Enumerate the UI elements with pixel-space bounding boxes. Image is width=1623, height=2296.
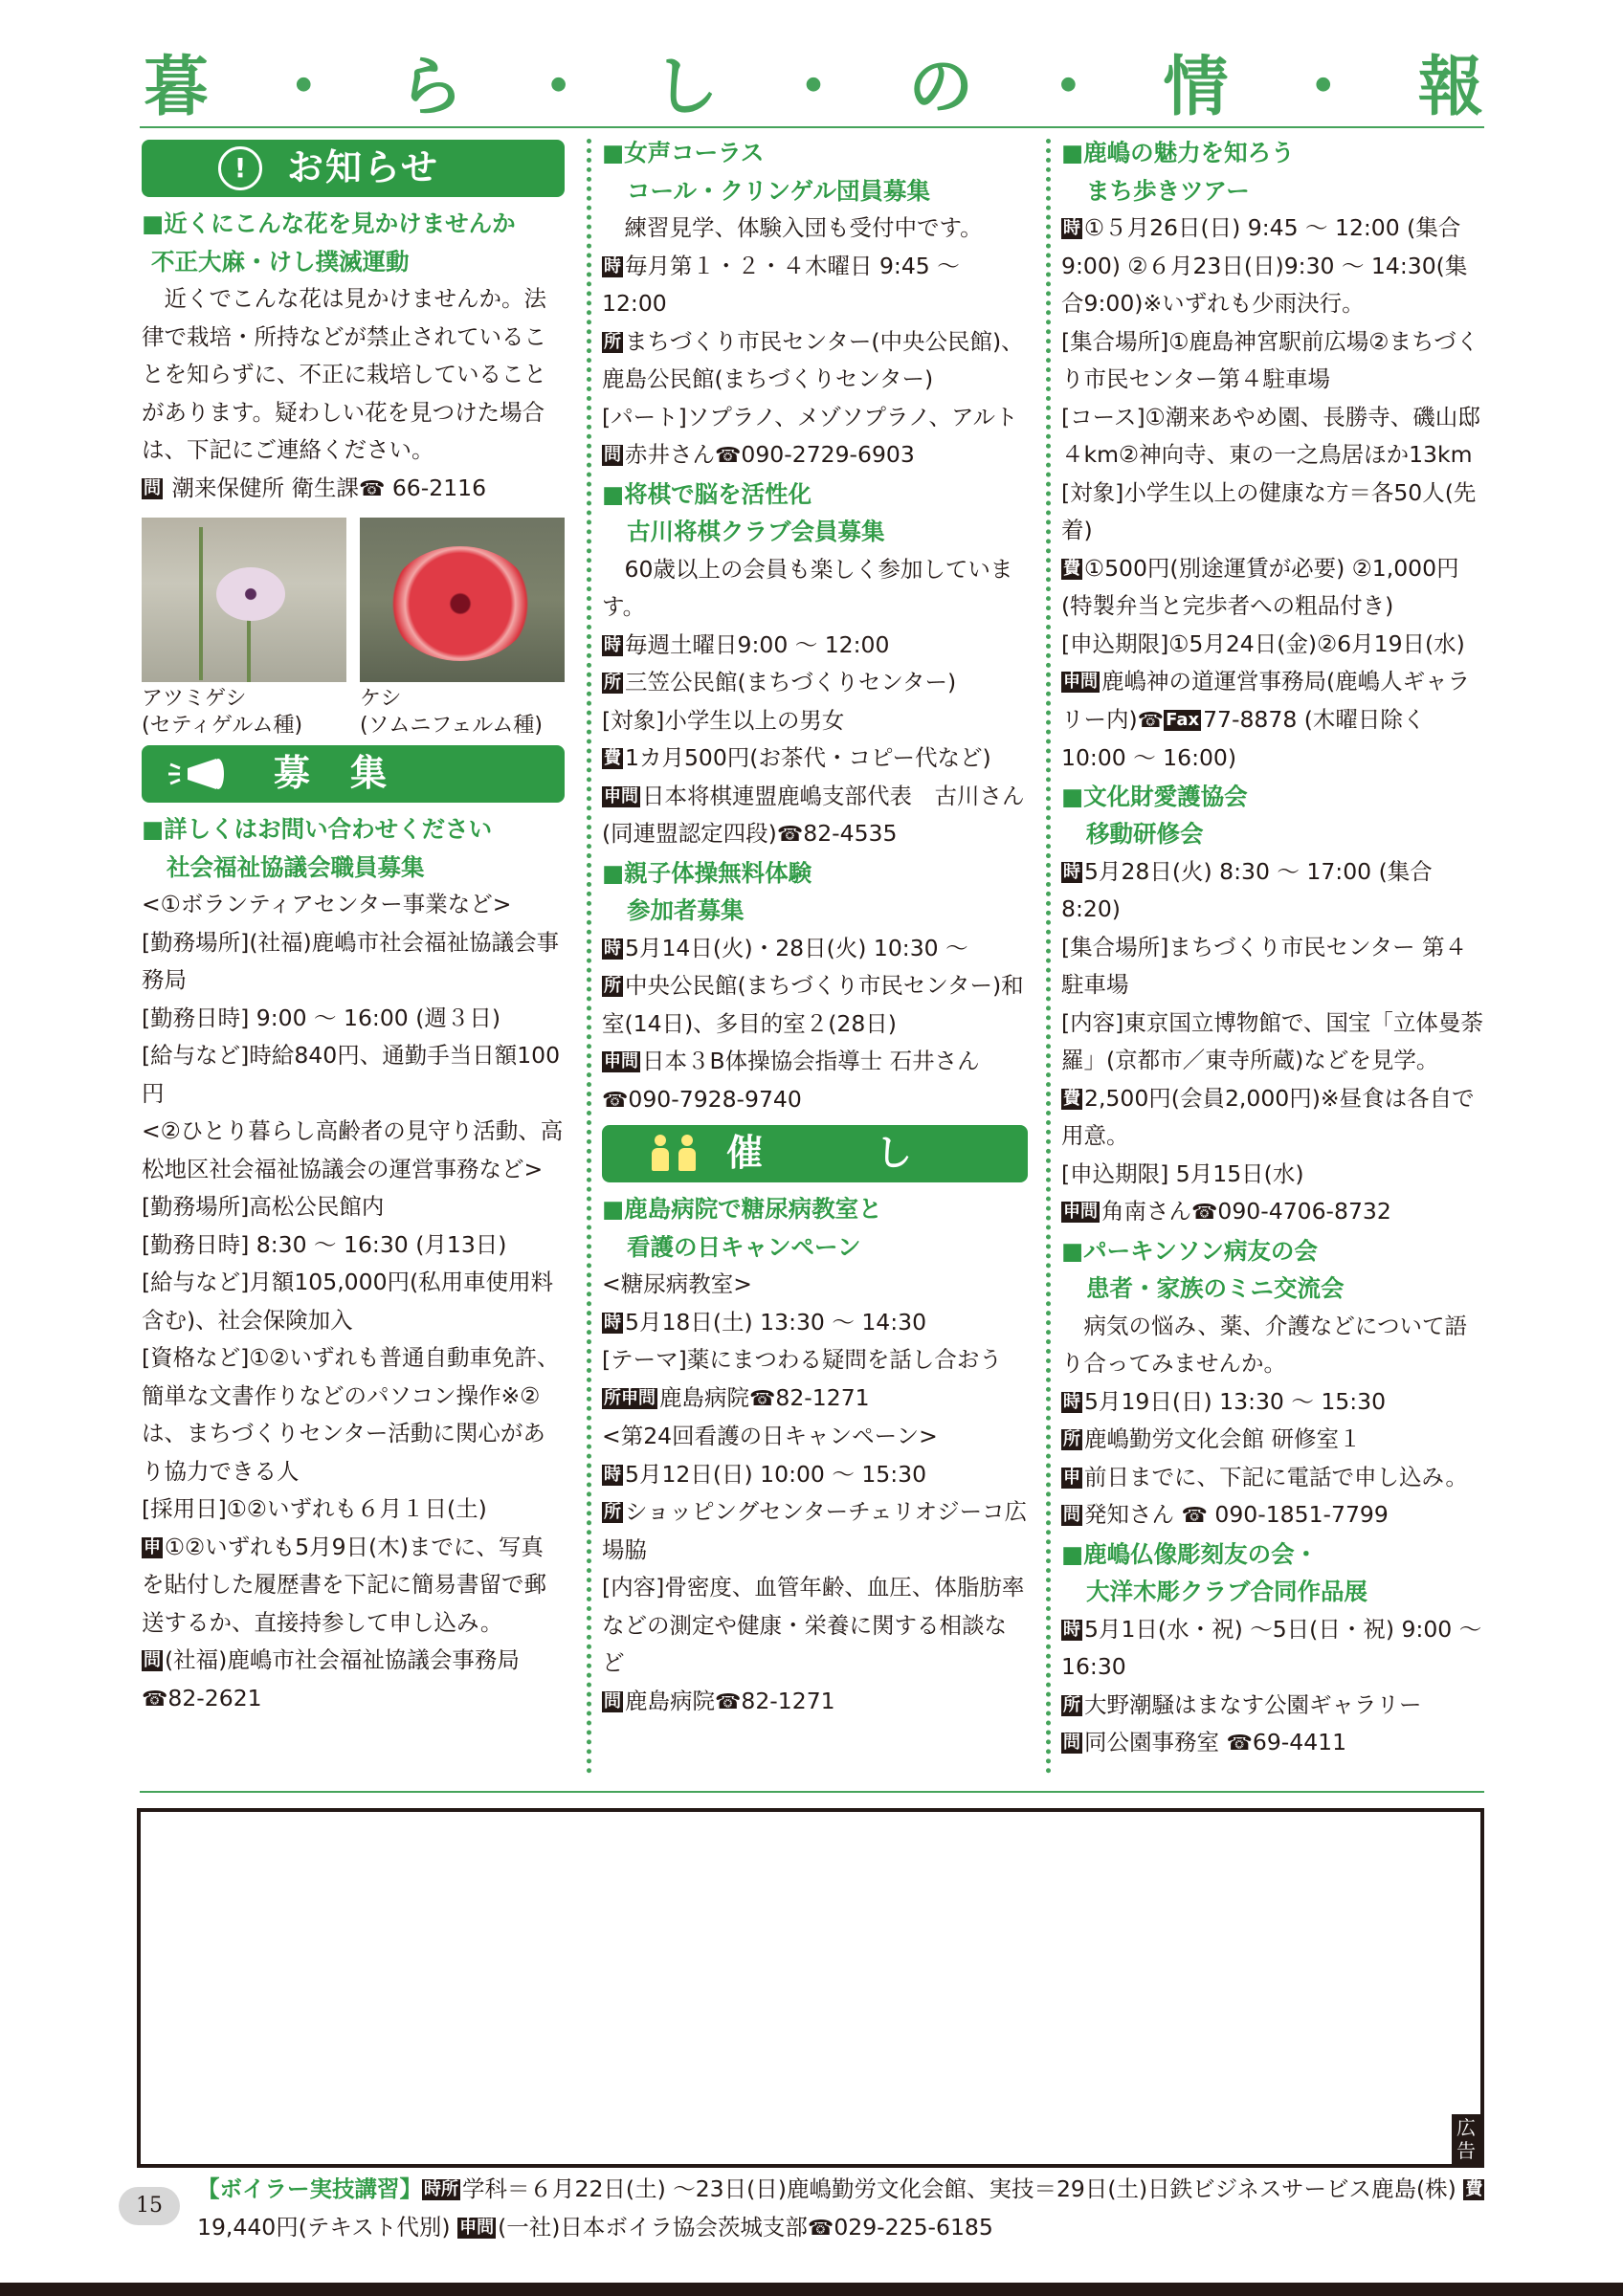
place-text: まちづくり市民センター(中央公民館)、鹿島公民館(まちづくりセンター) xyxy=(602,327,1024,392)
deadline-text: [申込期限]①5月24日(金)②6月19日(水) xyxy=(1061,629,1465,657)
phone-number: 82-1271 xyxy=(775,1383,870,1411)
contact-name: 鹿嶋神の道運営事務局(鹿嶋人ギャラリー内) xyxy=(1061,668,1471,733)
phone-line xyxy=(602,1081,1028,1120)
fee-text: 19,440円(テキスト代別) xyxy=(197,2214,451,2241)
article-body: 近くでこんな花は見かけませんか。法律で栽培・所持などが禁止されていることを知らずに、不正に栽培していることがあります。疑わしい花を見つけた場合は、下記にご連絡ください。 xyxy=(142,285,546,463)
place-line xyxy=(602,1380,1028,1419)
phone-icon: ☎ xyxy=(1191,1201,1218,1225)
deadline-text: [申込期限] 5月15日(水) xyxy=(1061,1159,1304,1187)
sub-title: <①ボランティアセンター事業など> xyxy=(142,891,512,917)
time-tag: 時 xyxy=(604,255,621,276)
meeting-place: [集合場所]まちづくり市民センター 第４駐車場 xyxy=(1061,933,1468,998)
phone-number: 69-4411 xyxy=(1252,1729,1347,1755)
fee-text: 1カ月500円(お茶代・コピー代など) xyxy=(625,744,991,771)
place-tag: 所 xyxy=(604,331,621,352)
place-tag: 所 xyxy=(604,976,621,996)
bottom-rule xyxy=(140,1791,1484,1793)
heading-line: コール・クリンゲル団員募集 xyxy=(627,176,931,205)
sub-title: <第24回看護の日キャンペーン> xyxy=(602,1423,938,1449)
photo-caption xyxy=(142,686,346,740)
time-line xyxy=(1061,853,1484,929)
contact-name: 赤井さん xyxy=(625,441,715,468)
fee-line xyxy=(1061,550,1484,626)
time-text: 5月1日(水・祝) ～5日(日・祝) 9:00 ～ 16:30 xyxy=(1061,1615,1482,1680)
ad-tag: 広告 xyxy=(1452,2114,1480,2164)
photo-atsumigeshi xyxy=(142,518,346,740)
title-char: ・ xyxy=(780,48,846,125)
place-tag: 所 xyxy=(1063,1429,1080,1449)
content-text: [内容]東京国立博物館で、国宝「立体曼荼羅」(京都市／東寺所蔵)などを見学。 xyxy=(1061,1008,1483,1073)
article-body: 練習見学、体験入団も受付中です。 xyxy=(624,214,983,241)
hire-date: [採用日]①②いずれも６月１日(土) xyxy=(142,1495,487,1522)
apply-inquiry-tag: 申問 xyxy=(459,2218,495,2238)
contact-line xyxy=(602,778,1028,854)
phone-number: 090-4706-8732 xyxy=(1217,1198,1391,1225)
fee-tag: 費 xyxy=(604,748,621,768)
phone-icon: ☎ xyxy=(142,1687,168,1711)
footer-heading: 【ボイラー実技講習】 xyxy=(197,2175,422,2202)
contact-name: 発知さん xyxy=(1084,1501,1174,1528)
fee-tag: 費 xyxy=(1465,2179,1483,2199)
heading-line: ■パーキンソン病友の会 xyxy=(1061,1236,1318,1265)
work-place: [勤務場所]高松公民館内 xyxy=(142,1193,385,1220)
column-divider xyxy=(1046,139,1051,1775)
time-text: 5月19日(日) 13:30 ～ 15:30 xyxy=(1084,1387,1387,1415)
inquiry-tag: 問 xyxy=(604,1690,621,1711)
time-text: 毎月第１・２・４木曜日 9:45 ～ 12:00 xyxy=(602,252,960,317)
content-text: [内容]骨密度、血管年齢、血圧、体脂肪率などの測定や健康・栄養に関する相談など xyxy=(602,1574,1025,1676)
contact-line xyxy=(1061,1724,1484,1763)
phone-icon: ☎ xyxy=(1181,1504,1208,1528)
heading-line: ■鹿島病院で糖尿病教室と xyxy=(602,1195,882,1223)
ad-box xyxy=(137,1808,1484,2168)
apply-inquiry-tag: 申問 xyxy=(1063,1202,1098,1222)
place-line xyxy=(1061,1687,1484,1725)
page-number: 15 xyxy=(119,2187,180,2225)
fee-line xyxy=(1061,1080,1484,1156)
fax-number: 77-8878 (木曜日除く10:00 ～ 16:00) xyxy=(1061,705,1426,771)
time-tag: 時 xyxy=(604,1464,621,1485)
time-line xyxy=(602,248,1028,323)
salary: [給与など]月額105,000円(私用車使用料含む)、社会保険加入 xyxy=(142,1269,554,1334)
photo-keshi xyxy=(360,518,565,740)
caption-line: ケシ xyxy=(360,687,402,711)
place-tag: 所 xyxy=(604,673,621,693)
place-text: 中央公民館(まちづくり市民センター)和室(14日)、多目的室２(28日) xyxy=(602,972,1024,1037)
place-text: 鹿嶋勤労文化会館 研修室１ xyxy=(1084,1425,1362,1452)
heading-line: ■文化財愛護協会 xyxy=(1061,782,1248,810)
inquiry-tag: 問 xyxy=(604,445,621,465)
heading-line: 患者・家族のミニ交流会 xyxy=(1086,1274,1345,1302)
target-text: [対象]小学生以上の健康な方＝各50人(先着) xyxy=(1061,478,1477,543)
phone-number: 82-4535 xyxy=(803,820,898,847)
phone-number: 66-2116 xyxy=(391,474,487,501)
event-banner xyxy=(602,1125,1028,1182)
place-line xyxy=(602,1493,1028,1569)
time-text: 5月12日(日) 10:00 ～ 15:30 xyxy=(625,1460,927,1488)
contact-name: 鹿島病院 xyxy=(625,1687,715,1714)
time-place-tag: 時所 xyxy=(424,2179,458,2199)
time-tag: 時 xyxy=(604,634,621,655)
megaphone-icon xyxy=(168,755,245,793)
place-line xyxy=(602,967,1028,1043)
contact-line xyxy=(1061,663,1484,778)
inquiry-tag: 問 xyxy=(1063,1505,1080,1525)
heading-line: ■近くにこんな花を見かけませんか xyxy=(142,210,516,237)
time-tag: 時 xyxy=(604,938,621,959)
course-text: [コース]①潮来あやめ園、長勝寺、磯山邸４km②神向寺、東の一之鳥居ほか13km xyxy=(1061,403,1480,468)
fee-tag: 費 xyxy=(1063,558,1080,579)
apply-line xyxy=(142,1529,565,1643)
fax-tag: Fax xyxy=(1166,709,1200,730)
caption-line: (ソムニフェルム種) xyxy=(360,714,543,738)
title-char: ・ xyxy=(271,48,337,125)
apply-inquiry-tag: 申問 xyxy=(604,785,638,806)
article-heading xyxy=(602,134,1028,210)
title-char: ら xyxy=(398,48,464,125)
time-line xyxy=(1061,1383,1484,1422)
contact-line xyxy=(602,1683,1028,1722)
apply-text: ①②いずれも5月9日(木)までに、写真を貼付した履歴書を下記に簡易書留で郵送するか、直接持参して申し込み。 xyxy=(142,1533,546,1636)
heading-line: 不正大麻・けし撲滅運動 xyxy=(151,247,410,276)
inquiry-tag: 問 xyxy=(1063,1733,1080,1753)
contact-name: 日本３B体操協会指導士 石井さん xyxy=(642,1048,980,1074)
phone-icon: ☎ xyxy=(1137,708,1165,733)
heading-line: ■親子体操無料体験 xyxy=(602,858,812,887)
article-heading xyxy=(142,205,565,280)
column-1 xyxy=(142,134,565,1718)
place-text: ショッピングセンターチェリオジーコ広場脇 xyxy=(602,1498,1028,1563)
recruit-banner-label: 募 集 xyxy=(274,752,389,795)
contact-line xyxy=(1061,1496,1484,1535)
time-tag: 時 xyxy=(1063,1619,1080,1640)
article-heading xyxy=(1061,1232,1484,1308)
title-char: 情 xyxy=(1163,48,1229,125)
sub-title: <②ひとり暮らし高齢者の見守り活動、高松地区社会福祉協議会の運営事務など> xyxy=(142,1117,564,1182)
work-place: [勤務場所](社福)鹿嶋市社会福祉協議会事務局 xyxy=(142,928,560,993)
heading-line: 社会福祉協議会職員募集 xyxy=(167,852,425,881)
heading-line: 古川将棋クラブ会員募集 xyxy=(627,518,885,545)
phone-icon: ☎ xyxy=(1226,1732,1253,1755)
phone-number: 090-2729-6903 xyxy=(741,441,915,468)
place-tag: 所 xyxy=(604,1502,621,1522)
contact-name: (一社)日本ボイラ協会茨城支部 xyxy=(498,2214,808,2241)
time-line xyxy=(602,1304,1028,1342)
phone-icon: ☎ xyxy=(807,2217,834,2241)
inquiry-tag: 問 xyxy=(144,477,161,498)
apply-inquiry-tag: 申問 xyxy=(604,1051,638,1071)
meeting-place: [集合場所]①鹿島神宮駅前広場②まちづくり市民センター第４駐車場 xyxy=(1061,327,1479,392)
event-banner-label: 催 し xyxy=(726,1132,951,1175)
heading-line: ■詳しくはお問い合わせください xyxy=(142,815,493,843)
time-line xyxy=(1061,210,1484,323)
article-heading xyxy=(1061,778,1484,853)
title-char: し xyxy=(653,48,719,125)
heading-line: ■将棋で脳を活性化 xyxy=(602,479,812,508)
time-text: 5月18日(土) 13:30 ～ 14:30 xyxy=(625,1308,927,1336)
work-time: [勤務日時] 8:30 ～ 16:30 (月13日) xyxy=(142,1230,507,1258)
phone-icon: ☎ xyxy=(715,1689,742,1714)
sub-title: <糖尿病教室> xyxy=(602,1270,752,1297)
title-char: 暮 xyxy=(144,48,210,125)
article-heading xyxy=(142,810,565,886)
apply-line xyxy=(1061,1459,1484,1497)
title-char: の xyxy=(908,48,974,125)
place-line xyxy=(602,323,1028,399)
title-char: ・ xyxy=(1290,48,1356,125)
target-text: [対象]小学生以上の男女 xyxy=(602,706,845,734)
article-body: 病気の悩み、薬、介護などについて語り合ってみませんか。 xyxy=(1061,1312,1467,1377)
phone-number: 029-225-6185 xyxy=(834,2214,993,2241)
place-text: 大野潮騒はまなす公園ギャラリー xyxy=(1084,1690,1422,1718)
heading-line: ■鹿嶋仏像彫刻友の会・ xyxy=(1061,1539,1319,1568)
part-text: [パート]ソプラノ、メゾソプラノ、アルト xyxy=(602,403,1018,430)
phone-icon: ☎ xyxy=(749,1386,776,1411)
time-text: 5月28日(火) 8:30 ～ 17:00 (集合8:20) xyxy=(1061,857,1433,922)
contact-line xyxy=(142,470,565,509)
salary: [給与など]時給840円、通勤手当日額100円 xyxy=(142,1042,561,1107)
photo-row xyxy=(142,518,565,740)
time-text: ①５月26日(日) 9:45 ～ 12:00 (集合9:00) ②６月23日(日)9:30 ～ 14:30(集合9:00)※いずれも少雨決行。 xyxy=(1061,214,1468,317)
caption-line: アツミゲシ xyxy=(142,687,247,711)
place-line xyxy=(602,664,1028,702)
footer-notice xyxy=(197,2170,1489,2248)
phone-number: 090-7928-9740 xyxy=(628,1085,802,1113)
apply-inquiry-tag: 申問 xyxy=(1063,672,1098,692)
apply-tag: 申 xyxy=(144,1536,161,1557)
time-tag: 時 xyxy=(1063,218,1080,238)
apply-text: 前日までに、下記に電話で申し込み。 xyxy=(1084,1463,1468,1490)
heading-line: 参加者募集 xyxy=(627,896,745,924)
inquiry-tag: 問 xyxy=(144,1650,161,1670)
fee-text: ①500円(別途運賃が必要) ②1,000円(特製弁当と完歩者への粗品付き) xyxy=(1061,554,1459,619)
title-rule xyxy=(140,126,1484,128)
article-body: 60歳以上の会員も楽しく参加しています。 xyxy=(602,555,1013,620)
phone-number: 82-1271 xyxy=(741,1687,835,1714)
work-time: [勤務日時] 9:00 ～ 16:00 (週３日) xyxy=(142,1004,501,1031)
phone-icon: ☎ xyxy=(602,1088,629,1113)
contact-line xyxy=(602,1043,1028,1081)
article-heading xyxy=(602,1190,1028,1266)
qualification: [資格など]①②いずれも普通自動車免許、簡単な文書作りなどのパソコン操作※②は、まちづくりセンター活動に関心があり協力できる人 xyxy=(142,1344,560,1485)
heading-line: 看護の日キャンペーン xyxy=(627,1232,861,1261)
people-icon xyxy=(650,1135,698,1173)
phone-icon: ☎ xyxy=(715,444,742,468)
heading-line: ■女声コーラス xyxy=(602,139,765,166)
recruit-banner xyxy=(142,745,565,803)
column-3 xyxy=(1061,134,1484,1763)
time-tag: 時 xyxy=(1063,1391,1080,1412)
caption-line: (セティゲルム種) xyxy=(142,714,303,738)
time-tag: 時 xyxy=(604,1312,621,1333)
exclamation-icon: ! xyxy=(218,146,262,190)
page-title xyxy=(144,38,1483,124)
place-text: 鹿島病院 xyxy=(659,1383,749,1411)
time-text: 毎週土曜日9:00 ～ 12:00 xyxy=(625,630,890,658)
fee-tag: 費 xyxy=(1063,1088,1080,1109)
title-char: ・ xyxy=(525,48,591,125)
phone-icon: ☎ xyxy=(358,476,386,501)
title-char: 報 xyxy=(1417,48,1483,125)
heading-line: ■鹿嶋の魅力を知ろう xyxy=(1061,139,1295,166)
time-line xyxy=(1061,1611,1484,1687)
place-tag: 所 xyxy=(1063,1694,1080,1715)
heading-line: まち歩きツアー xyxy=(1086,176,1250,205)
bottom-bar xyxy=(0,2283,1623,2296)
contact-line xyxy=(602,436,1028,475)
poppy-photo xyxy=(360,518,565,682)
phone-number: 82-2621 xyxy=(167,1684,262,1711)
article-heading xyxy=(1061,134,1484,210)
time-text: 5月14日(火)・28日(火) 10:30 ～ xyxy=(625,934,968,961)
column-2 xyxy=(602,134,1028,1721)
contact-line xyxy=(142,1642,565,1680)
article-heading xyxy=(602,475,1028,551)
contact-line xyxy=(1061,1193,1484,1232)
time-tag: 時 xyxy=(1063,861,1080,882)
footer-text: 学科＝６月22日(土) ～23日(日)鹿嶋勤労文化会館、実技＝29日(土)日鉄ビジネスサービス鹿島(株) xyxy=(462,2175,1456,2202)
notice-banner xyxy=(142,140,565,197)
poppy-photo xyxy=(142,518,346,682)
article-heading xyxy=(1061,1535,1484,1611)
contact-name: (社福)鹿嶋市社会福祉協議会事務局 xyxy=(165,1646,520,1673)
phone-line xyxy=(142,1680,565,1719)
photo-caption xyxy=(360,686,565,740)
fee-line xyxy=(602,740,1028,778)
title-char: ・ xyxy=(1035,48,1101,125)
contact-name: 同公園事務室 xyxy=(1084,1729,1219,1755)
time-line xyxy=(602,1456,1028,1494)
place-apply-inquiry-tag: 所申問 xyxy=(604,1387,656,1408)
phone-number: 090-1851-7799 xyxy=(1214,1501,1389,1528)
theme-text: [テーマ]薬にまつわる疑問を話し合おう xyxy=(602,1346,1002,1373)
time-line xyxy=(602,930,1028,968)
apply-tag: 申 xyxy=(1063,1467,1080,1488)
fee-text: 2,500円(会員2,000円)※昼食は各自で用意。 xyxy=(1061,1084,1475,1149)
contact-name: 日本将棋連盟鹿嶋支部代表 古川さん(同連盟認定四段) xyxy=(602,782,1025,847)
column-divider xyxy=(587,139,591,1775)
notice-banner-label: お知らせ xyxy=(287,146,439,189)
contact-name: 潮来保健所 衛生課 xyxy=(171,474,359,501)
place-text: 三笠公民館(まちづくりセンター) xyxy=(625,669,957,695)
article-heading xyxy=(602,854,1028,930)
place-line xyxy=(1061,1421,1484,1459)
heading-line: 大洋木彫クラブ合同作品展 xyxy=(1086,1578,1367,1605)
time-line xyxy=(602,627,1028,665)
phone-icon: ☎ xyxy=(776,823,804,847)
heading-line: 移動研修会 xyxy=(1086,820,1204,848)
contact-name: 角南さん xyxy=(1101,1198,1191,1225)
